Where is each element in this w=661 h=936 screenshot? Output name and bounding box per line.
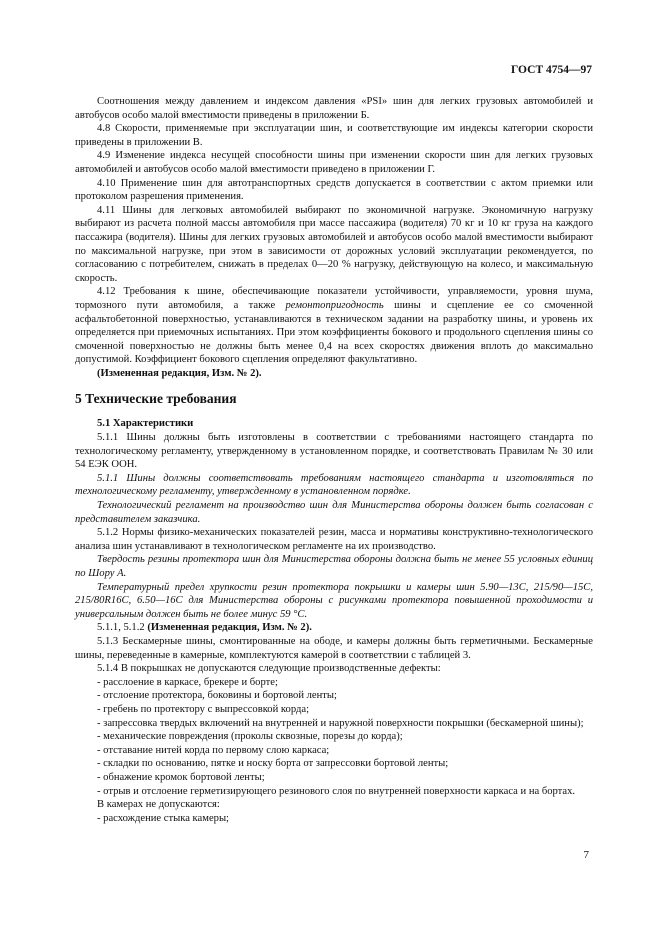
paragraph-5-1-4: 5.1.4 В покрышках не допускаются следующие производственные дефекты: <box>97 663 441 675</box>
subsection-5-1-title: 5.1 Характеристики <box>97 418 194 430</box>
paragraph-4-12-italic: ремонтопригодность <box>285 299 384 311</box>
paragraph-4-9: 4.9 Изменение индекса несущей способности шины при изменении скорости шин для легких грузовых автомобилей и автобусов особо малой вместимости приведено в приложении Г. <box>75 150 593 175</box>
list-item: - отслоение протектора, боковины и бортовой ленты; <box>97 690 337 702</box>
chambers-intro: В камерах не допускаются: <box>97 799 220 811</box>
page-number: 7 <box>583 849 589 861</box>
defects-list <box>75 676 593 798</box>
standard-code-header: ГОСТ 4754—97 <box>511 64 592 76</box>
list-item: - гребень по протектору с выпрессовкой корда; <box>97 703 310 715</box>
paragraph-5-1-2: 5.1.2 Нормы физико-механических показателей резин, масса и нормативы конструктивно-технологического анализа шин устанавливают в технологическом регламенте на их производство. <box>75 527 593 552</box>
paragraph-4-8: 4.8 Скорости, применяемые при эксплуатации шин, и соответствующие им индексы категории скорости приведены в приложении В. <box>75 123 593 148</box>
paragraph-4-10: 4.10 Применение шин для автотранспортных средств допускается в соответствии с актом приемки или протоколом разрешения применения. <box>75 177 593 203</box>
paragraph-4-11: 4.11 Шины для легковых автомобилей выбирают по экономичной нагрузке. Экономичную нагрузку выбирают из расчета полной массы автомобиля при массе пассажира (водителя) 70 кг и 10 кг груза на каждого пассажира (водителя). Шины для легких грузовых автомобилей и автобусов особо малой вместимости выбирают по максимальной нагрузке, при этом в зависимости от дорожных условий эксплуатации рекомендуется, по согласованию с потребителем, снижать в пределах 0—20 % нагрузку, действующую на колесо, и максимальную скорость. <box>75 204 593 284</box>
paragraph-tech-regulation: Технологический регламент на производство шин для Министерства обороны должен быть согласован с представителем заказчика. <box>75 500 593 525</box>
change-note-5-1-ref: 5.1.1, 5.1.2 <box>97 622 148 634</box>
chambers-defects-list <box>75 812 593 826</box>
paragraph-hardness: Твердость резины протектора шин для Министерства обороны должна быть не менее 55 условных единиц по Шору А. <box>75 554 593 579</box>
paragraph-temperature-limit: Температурный предел хрупкости резин протектора покрышки и камеры шин 5.90—13С, 215/90—15С, 215/80R16С, 6.50—16С для Министерства обороны с рисунками протектора повышенной проходимости и универсальным должен быть не более минус 59 °С. <box>75 581 593 620</box>
list-item: - обнажение кромок бортовой ленты; <box>97 771 265 783</box>
change-note-5-1-bold: (Измененная редакция, Изм. № 2). <box>147 622 312 634</box>
section-5-title: 5 Технические требования <box>75 391 237 407</box>
list-item: - механические повреждения (проколы сквозные, порезы до корда); <box>97 731 403 743</box>
list-item: - запрессовка твердых включений на внутренней и наружной поверхности покрышки (бескамерной шины); <box>97 717 584 729</box>
paragraph-5-1-1-italic: 5.1.1 Шины должны соответствовать требованиям настоящего стандарта и изготовляться по технологическому регламенту, утвержденному в установленном порядке. <box>75 472 593 498</box>
change-note-5-1 <box>75 621 593 635</box>
page-content <box>75 95 593 825</box>
list-item: - отставание нитей корда по первому слою каркаса; <box>97 744 330 756</box>
paragraph-psi: Соотношения между давлением и индексом давления «PSI» шин для легких грузовых автомобилей и автобусов особо малой вместимости приведены в приложении Б. <box>75 96 593 121</box>
list-item: - расслоение в каркасе, брекере и борте; <box>97 676 278 688</box>
list-item: - расхождение стыка камеры; <box>97 812 230 824</box>
paragraph-4-12 <box>75 285 593 367</box>
paragraph-4-12-part-b: шины и сцепление ее со смоченной асфальтобетонной поверхностью, устанавливаются в техническом задании на разработку шины, и уровень их определяется при приемочных испытаниях. При этом коэффициенты бокового и продольного сцепления шины со смоченной поверхностью не должны быть менее 0,4 на всех скоростях движения вплоть до максимально допустимой. Коэффициент бокового сцепления определяют факультативно. <box>75 299 593 366</box>
paragraph-5-1-1: 5.1.1 Шины должны быть изготовлены в соответствии с требованиями настоящего стандарта по технологическому регламенту, утвержденному в установленном порядке, и соответствовать Правилам № 30 или 54 ЕЭК ООН. <box>75 432 593 471</box>
list-item: - отрыв и отслоение герметизирующего резинового слоя по внутренней поверхности каркаса и на бортах. <box>97 785 576 797</box>
change-note-section4: (Измененная редакция, Изм. № 2). <box>97 367 262 379</box>
paragraph-5-1-3: 5.1.3 Бескамерные шины, смонтированные на ободе, и камеры должны быть герметичными. Бескамерные шины, переведенные в камерные, комплектуются камерой в соответствии с таблицей 3. <box>75 635 593 661</box>
list-item: - складки по основанию, пятке и носку борта от запрессовки бортовой ленты; <box>97 758 449 770</box>
paragraph-4-12-part-a: 4.12 Требования к шине, обеспечивающие показатели устойчивости, управляемости, уровня шума, тормозного пути автомобиля, а также <box>75 286 593 311</box>
